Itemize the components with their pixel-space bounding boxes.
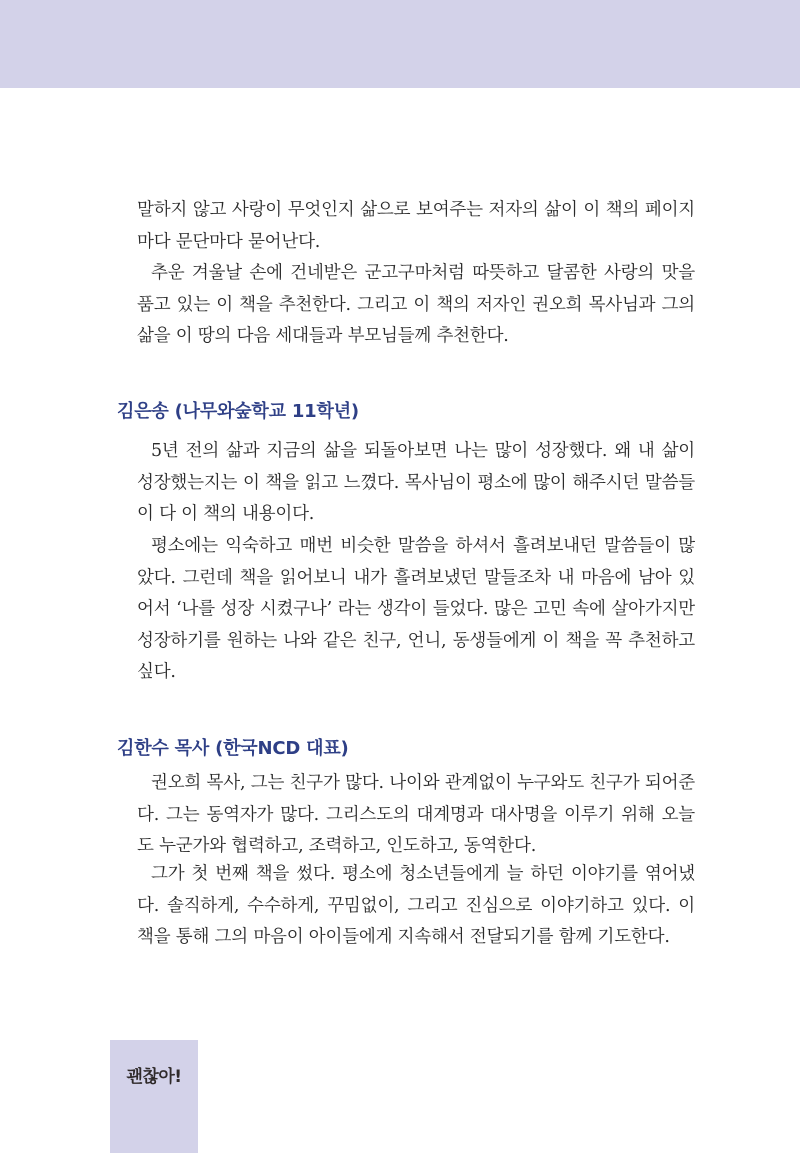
paragraph-intro-1: 말하지 않고 사랑이 무엇인지 삶으로 보여주는 저자의 삶이 이 책의 페이지마다 문단마다 묻어난다. xyxy=(137,200,695,252)
paragraph-eunsong-2: 평소에는 익숙하고 매번 비슷한 말씀을 하셔서 흘려보내던 말씀들이 많았다. 그런데 책을 읽어보니 내가 흘려보냈던 말들조차 내 마음에 남아 있어서 ‘나를 성장 시켰구나’ 라는 생각이 들었다. 많은 고민 속에 살아가지만 성장하기를 원하는 나와 같은 친구, 언니, 동생들에게 이 책을 꼭 추천하고 싶다. xyxy=(137,536,695,682)
section-heading-kim-hansu: 김한수 목사 (한국NCD 대표) xyxy=(117,738,349,759)
section-heading-kim-eunsong: 김은송 (나무와숲학교 11학년) xyxy=(117,401,359,422)
book-title-side-tab xyxy=(110,1040,198,1153)
paragraph-eunsong-1: 5년 전의 삶과 지금의 삶을 되돌아보면 나는 많이 성장했다. 왜 내 삶이 성장했는지는 이 책을 읽고 느꼈다. 목사님이 평소에 많이 해주시던 말씀들이 다 이 책의 내용이다. xyxy=(137,441,695,524)
paragraph-intro-2: 추운 겨울날 손에 건네받은 군고구마처럼 따뜻하고 달콤한 사랑의 맛을 품고 있는 이 책을 추천한다. 그리고 이 책의 저자인 권오희 목사님과 그의 삶을 이 땅의 다음 세대들과 부모님들께 추천한다. xyxy=(137,263,695,346)
book-title-label: 괜찮아! xyxy=(126,1067,182,1087)
top-header-band xyxy=(0,0,800,88)
paragraph-hansu-1: 권오희 목사, 그는 친구가 많다. 나이와 관계없이 누구와도 친구가 되어준다. 그는 동역자가 많다. 그리스도의 대계명과 대사명을 이루기 위해 오늘도 누군가와 협력하고, 조력하고, 인도하고, 동역한다. xyxy=(137,773,695,856)
paragraph-hansu-2: 그가 첫 번째 책을 썼다. 평소에 청소년들에게 늘 하던 이야기를 엮어냈다. 솔직하게, 수수하게, 꾸밈없이, 그리고 진심으로 이야기하고 있다. 이 책을 통해 그의 마음이 아이들에게 지속해서 전달되기를 함께 기도한다. xyxy=(137,864,695,947)
